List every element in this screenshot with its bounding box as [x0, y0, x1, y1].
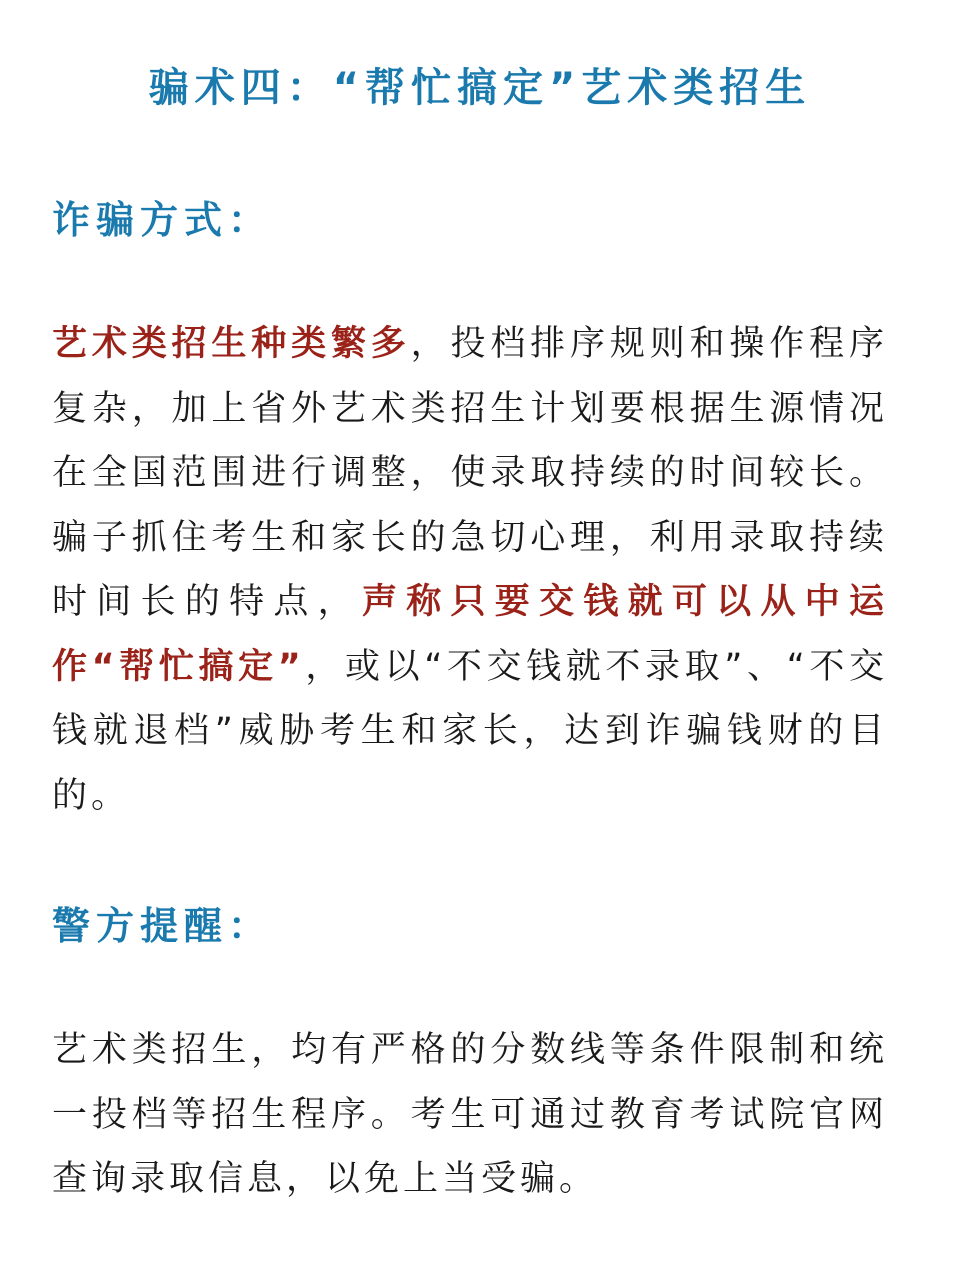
highlight-text: 声称只要交钱就可以从中运作“帮忙搞定”: [52, 582, 888, 687]
page-title: 骗术四：“帮忙搞定”艺术类招生: [148, 65, 812, 111]
section-heading-police-tips: 警方提醒：: [52, 904, 273, 948]
fraud-method-paragraph: [52, 312, 888, 828]
police-tips-paragraph: 艺术类招生，均有严格的分数线等条件限制和统一投档等招生程序。考生可通过教育考试院官网查询录取信息，以免上当受骗。: [52, 1030, 888, 1199]
section-heading-fraud-method: 诈骗方式：: [52, 198, 273, 242]
body-text: ，或以“不交钱就不录取”、“不交钱就退档”威胁考生和家长，达到诈骗钱财的目的。: [52, 646, 888, 816]
body-text: ，投档排序规则和操作程序复杂，加上省外艺术类招生计划要根据生源情况在全国范围进行调整，使录取持续的时间较长。骗子抓住考生和家长的急切心理，利用录取持续时间长的特点，: [52, 324, 888, 622]
highlight-text: 艺术类招生种类繁多: [52, 324, 411, 364]
